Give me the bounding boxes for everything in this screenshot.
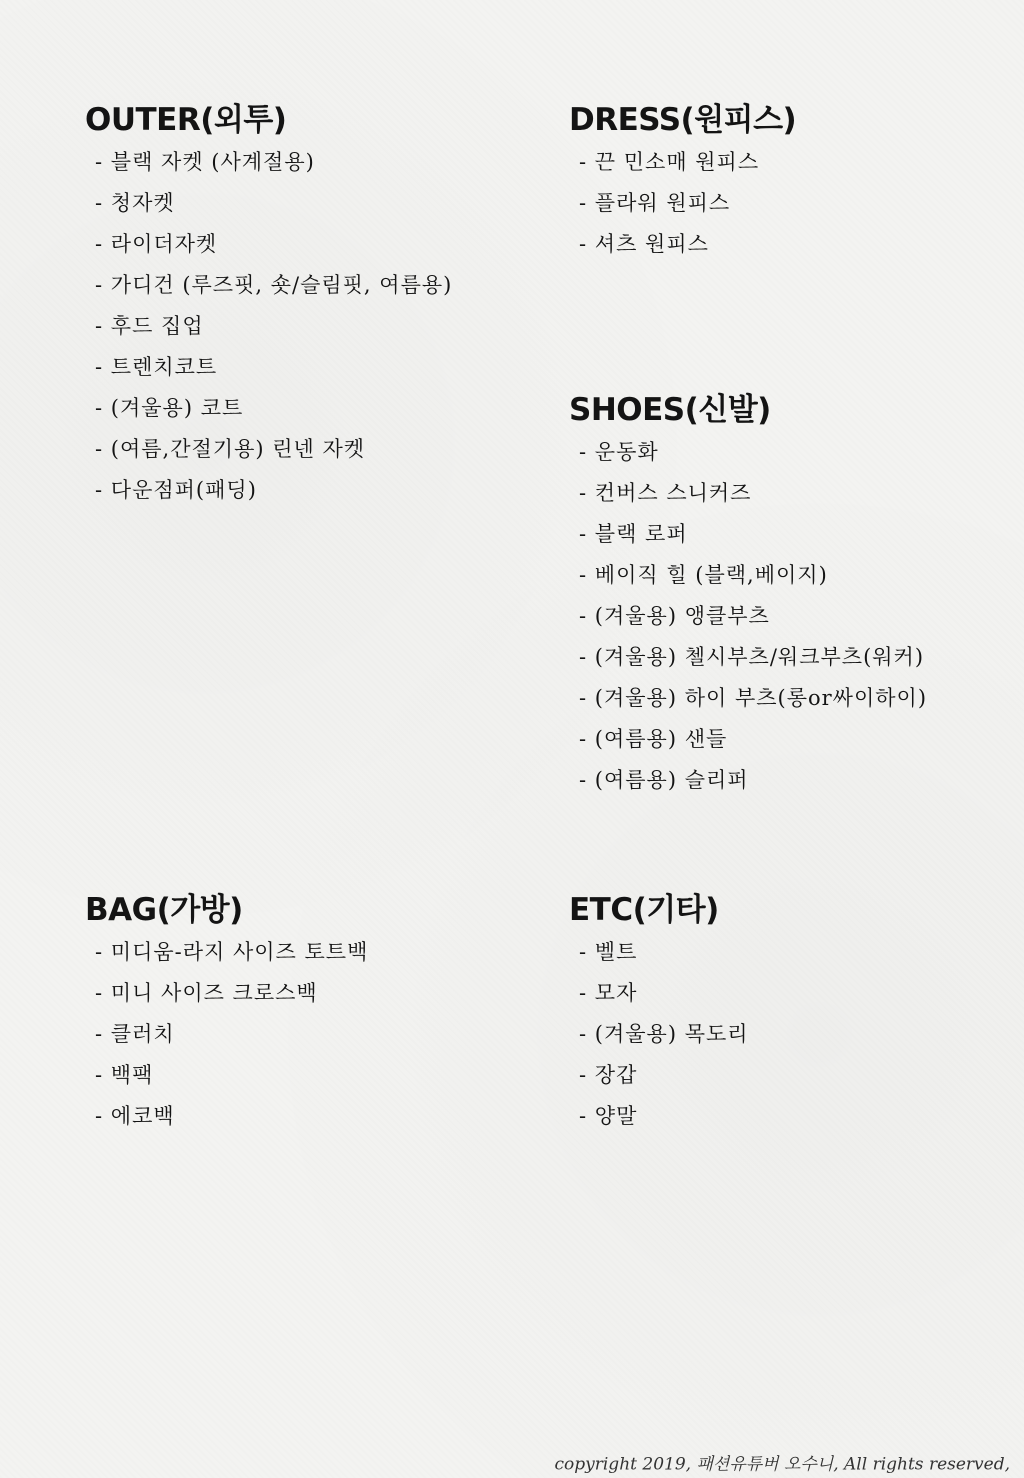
list-item: - 청자켓 xyxy=(85,183,452,224)
list-item: - 트렌치코트 xyxy=(85,347,452,388)
list-item: - (여름용) 샌들 xyxy=(569,719,927,760)
list-item: - (겨울용) 앵클부츠 xyxy=(569,596,927,637)
section-dress xyxy=(569,100,796,265)
list-item: - 다운점퍼(패딩) xyxy=(85,470,452,511)
section-title-shoes: SHOES(신발) xyxy=(569,392,771,428)
list-item: - 백팩 xyxy=(85,1055,368,1096)
list-item: - 미디움-라지 사이즈 토트백 xyxy=(85,932,368,973)
item-list-etc xyxy=(569,932,749,1137)
list-item: - 클러치 xyxy=(85,1014,368,1055)
section-title-etc: ETC(기타) xyxy=(569,892,719,928)
item-list-outer xyxy=(85,142,452,511)
section-outer xyxy=(85,100,452,511)
item-list-dress xyxy=(569,142,796,265)
section-etc xyxy=(569,890,749,1137)
list-item: - (겨울용) 코트 xyxy=(85,388,452,429)
list-item: - 장갑 xyxy=(569,1055,749,1096)
list-item: - 끈 민소매 원피스 xyxy=(569,142,796,183)
list-item: - 블랙 로퍼 xyxy=(569,514,927,555)
list-item: - (겨울용) 목도리 xyxy=(569,1014,749,1055)
list-item: - 플라워 원피스 xyxy=(569,183,796,224)
list-item: - 벨트 xyxy=(569,932,749,973)
list-item: - 후드 집업 xyxy=(85,306,452,347)
section-title-bag: BAG(가방) xyxy=(85,892,243,928)
list-item: - (겨울용) 첼시부츠/워크부츠(워커) xyxy=(569,637,927,678)
list-item: - (여름용) 슬리퍼 xyxy=(569,760,927,801)
list-item: - 모자 xyxy=(569,973,749,1014)
section-shoes xyxy=(569,390,927,801)
list-item: - 미니 사이즈 크로스백 xyxy=(85,973,368,1014)
list-item: - 컨버스 스니커즈 xyxy=(569,473,927,514)
section-bag xyxy=(85,890,368,1137)
list-item: - 셔츠 원피스 xyxy=(569,224,796,265)
list-item: - 에코백 xyxy=(85,1096,368,1137)
section-title-dress: DRESS(원피스) xyxy=(569,102,797,138)
item-list-shoes xyxy=(569,432,927,801)
item-list-bag xyxy=(85,932,368,1137)
list-item: - 양말 xyxy=(569,1096,749,1137)
list-item: - (여름,간절기용) 린넨 자켓 xyxy=(85,429,452,470)
list-item: - 운동화 xyxy=(569,432,927,473)
list-item: - 블랙 자켓 (사계절용) xyxy=(85,142,452,183)
copyright-notice: copyright 2019, 패션유튜버 오수니, All rights reserved, xyxy=(554,1454,1010,1475)
section-title-outer: OUTER(외투) xyxy=(85,102,287,138)
list-item: - 베이직 힐 (블랙,베이지) xyxy=(569,555,927,596)
list-item: - 가디건 (루즈핏, 숏/슬림핏, 여름용) xyxy=(85,265,452,306)
list-item: - 라이더자켓 xyxy=(85,224,452,265)
list-item: - (겨울용) 하이 부츠(롱or싸이하이) xyxy=(569,678,927,719)
